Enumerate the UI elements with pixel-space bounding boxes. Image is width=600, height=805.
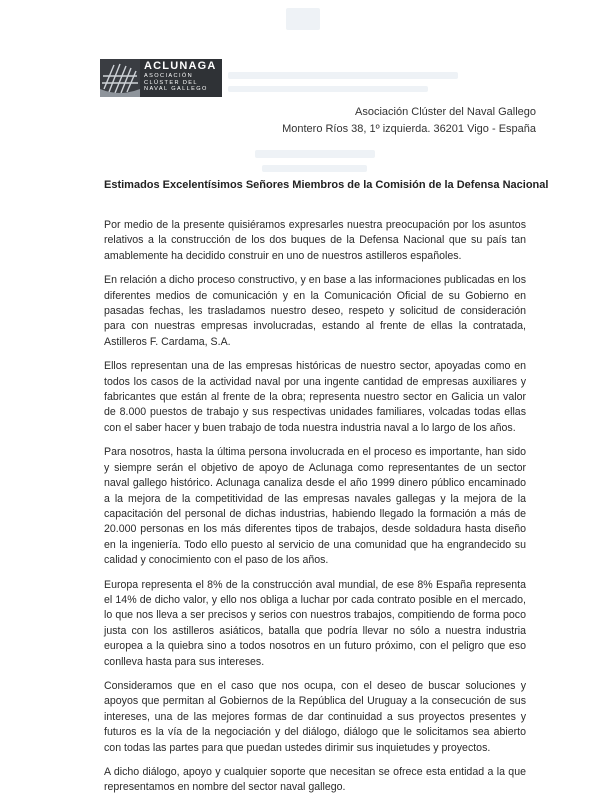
sender-address: Montero Ríos 38, 1º izquierda. 36201 Vigo - España <box>282 123 536 135</box>
paragraph: Consideramos que en el caso que nos ocupa, con el deseo de buscar soluciones y apoyos que permitan al Gobiernos de la República del Uruguay a la consecución de sus intereses, una de las mejores formas de dar continuidad a sus proyectos presentes y futuros es la vía de la negociación y del diálogo, diálogo que le solicitamos sea abierto con todas las partes para que puedan ustedes dirimir sus inquietudes y proyectos. <box>104 679 526 754</box>
bleed-through-mark <box>228 72 458 79</box>
logo-subtitle: CLÚSTER DEL <box>144 79 198 86</box>
bleed-through-mark <box>228 86 428 92</box>
bleed-through-mark <box>255 150 375 158</box>
logo-subtitle: ASOCIACIÓN <box>144 73 194 79</box>
paragraph: A dicho diálogo, apoyo y cualquier soporte que necesitan se ofrece esta entidad a la que representamos en nombre del sector naval gallego. <box>104 766 526 794</box>
logo-subtitle: NAVAL GALLEGO <box>144 86 208 93</box>
paragraph: En relación a dicho proceso constructivo, y en base a las informaciones publicadas en los diferentes medios de comunicación y en la Comunicación Oficial de su Gobierno en pasadas fechas, les trasladamos nuestro deseo, respeto y solicitud de consideración para con nuestras empresas involucradas, estando al frente de ellas la contratada, Astilleros F. Cardama, S.A. <box>104 274 526 348</box>
paragraph: Ellos representan una de las empresas históricas de nuestro sector, apoyadas como en todos los casos de la actividad naval por una ingente cantidad de empresas auxiliares y fabricantes que están al frente de la obra; representa nuestro sector en Galicia un valor de 8.000 puestos de trabajo y sus respectivas unidades familiares, volcadas todas ellas con el saber hacer y buen trabajo de toda nuestra industria naval a lo largo de los años. <box>104 360 526 434</box>
bleed-through-mark <box>286 8 320 30</box>
salutation: Estimados Excelentísimos Señores Miembros de la Comisión de la Defensa Nacional <box>104 179 549 191</box>
ship-hull-icon <box>100 59 140 97</box>
aclunaga-logo <box>100 59 222 97</box>
paragraph: Por medio de la presente quisiéramos expresarles nuestra preocupación por los asuntos relativos a la construcción de los dos buques de la Defensa Nacional que su país tan amablemente ha decidido construir en uno de nuestros astilleros españoles. <box>104 219 526 262</box>
sender-block <box>282 104 536 138</box>
logo-name: ACLUNAGA <box>144 60 217 72</box>
sender-name: Asociación Clúster del Naval Gallego <box>355 106 536 118</box>
paragraph: Para nosotros, hasta la última persona involucrada en el proceso es importante, han sido y siempre serán el objetivo de apoyo de Aclunaga como representantes de un sector naval gallego histórico. Aclunaga canaliza desde el año 1999 dinero público encaminado a la mejora de la competitividad de las empresas navales gallegas y la mejora de la capacitación del personal de dichas industrias, habiendo llegado la formación a más de 20.000 personas en los más diferentes tipos de trabajos, desde soldadura hasta diseño en la ingeniería. Todo ello puesto al servicio de una comunidad que ha engrandecido su calidad y conocimiento con el paso de los años. <box>104 446 526 567</box>
bleed-through-mark <box>262 165 367 172</box>
logo-wordmark <box>140 59 222 97</box>
paragraph: Europa representa el 8% de la construcción aval mundial, de ese 8% España representa el 14% de dicho valor, y ello nos obliga a luchar por cada contrato posible en el mercado, lo que nos lleva a ser precisos y serios con nuestros trabajos, compitiendo de forma poco justa con los astilleros asiáticos, batalla que podría llevar no sólo a nuestra industria europea a la quiebra sino a todos nosotros en un futuro próximo, con el peligro que eso conlleva hasta para sus intereses. <box>104 578 526 668</box>
letter-body <box>104 218 526 805</box>
